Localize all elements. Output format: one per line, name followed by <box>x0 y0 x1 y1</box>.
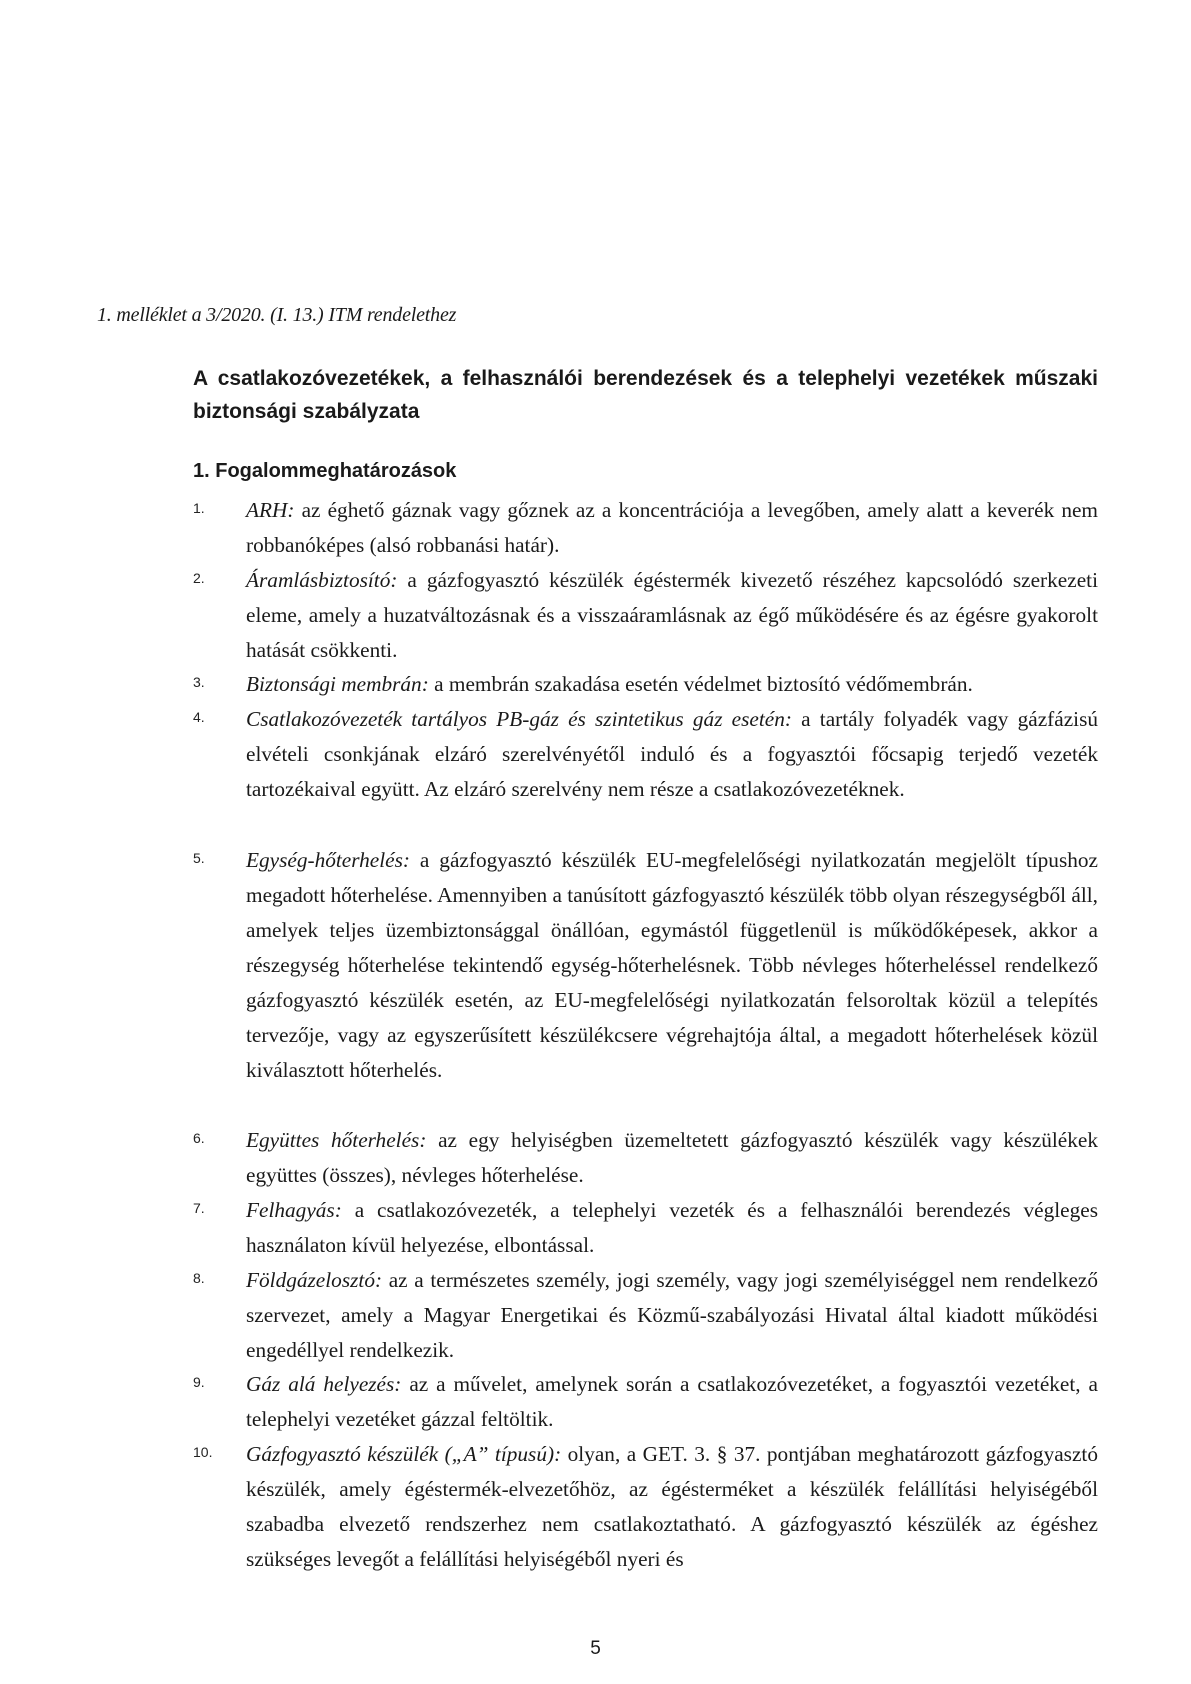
definition-text <box>246 563 1098 668</box>
definition-body: a gázfogyasztó készülék égéstermék kivezető részéhez kapcsolódó szerkezeti eleme, amely a huzatváltozásnak és a visszaáramlásnak az égő működésére és az égésre gyakorolt hatását csökkenti. <box>246 568 1098 662</box>
definition-text <box>246 493 1098 563</box>
definition-text <box>246 1123 1098 1193</box>
definition-term: Egység-hőterhelés: <box>246 848 411 872</box>
definition-body: az egy helyiségben üzemeltetett gázfogyasztó készülék vagy készülékek együttes (összes), névleges hőterhelése. <box>246 1128 1098 1187</box>
definition-text <box>246 1193 1098 1263</box>
page-number: 5 <box>590 1638 601 1659</box>
definition-number: 2. <box>193 570 205 586</box>
definition-number: 10. <box>193 1444 213 1460</box>
definition-number: 4. <box>193 709 205 725</box>
definition-body: a csatlakozóvezeték, a telephelyi vezeték és a felhasználói berendezés végleges használaton kívül helyezése, elbontással. <box>246 1198 1098 1257</box>
definition-text <box>246 702 1098 807</box>
definition-term: Gáz alá helyezés: <box>246 1372 402 1396</box>
definition-body: olyan, a GET. 3. § 37. pontjában meghatározott gázfogyasztó készülék, amely égéstermék-elvezetőhöz, az égésterméket a készülék felállítási helyiségéből szabadba elvezető rendszerhez nem csatlakoztatható. A gázfogyasztó készülék az égéshez szükséges levegőt a felállítási helyiségéből nyeri és <box>246 1442 1098 1571</box>
definition-term: Biztonsági membrán: <box>246 672 429 696</box>
definition-number: 5. <box>193 850 205 866</box>
definition-body: a tartály folyadék vagy gázfázisú elvételi csonkjának elzáró szerelvényétől induló és a fogyasztói főcsapig terjedő vezeték tartozékaival együtt. Az elzáró szerelvény nem része a csatlakozóvezetéknek. <box>246 707 1099 801</box>
definition-number: 1. <box>193 500 205 516</box>
annex-reference: 1. melléklet a 3/2020. (I. 13.) ITM rendelethez <box>97 304 457 326</box>
definition-number: 9. <box>193 1374 205 1390</box>
definition-body: az a művelet, amelynek során a csatlakozóvezetéket, a fogyasztói vezetéket, a telephelyi vezetéket gázzal feltöltik. <box>246 1372 1098 1431</box>
definition-text <box>246 1263 1098 1368</box>
definition-number: 3. <box>193 674 205 690</box>
definition-number: 7. <box>193 1200 205 1216</box>
section-heading: 1. Fogalommeghatározások <box>193 460 457 482</box>
definition-body: a gázfogyasztó készülék EU-megfelelőségi nyilatkozatán megjelölt típushoz megadott hőterhelése. Amennyiben a tanúsított gázfogyasztó készülék több olyan részegységből áll, amelyek teljes üzembiztonsággal önállóan, egymástól függetlenül is működőképesek, akkor a részegység hőterhelése tekintendő egység-hőterhelésnek. Több névleges hőterheléssel rendelkező gázfogyasztó készülék esetén, az EU-megfelelőségi nyilatkozatán felsoroltak közül a telepítés tervezője, vagy az egyszerűsített készülékcsere végrehajtója által, a megadott hőterhelések közül kiválasztott hőterhelés. <box>246 848 1098 1082</box>
definition-number: 6. <box>193 1130 205 1146</box>
definition-term: Áramlásbiztosító: <box>246 568 398 592</box>
document-title: A csatlakozóvezetékek, a felhasználói berendezések és a telephelyi vezetékek műszaki biztonsági szabályzata <box>193 367 1098 423</box>
definition-body: a membrán szakadása esetén védelmet biztosító védőmembrán. <box>428 672 973 696</box>
definition-text <box>246 1437 1098 1577</box>
definition-term: ARH: <box>246 498 295 522</box>
definition-term: Csatlakozóvezeték tartályos PB-gáz és szintetikus gáz esetén: <box>246 707 792 731</box>
definition-text <box>246 1367 1098 1437</box>
definition-text <box>246 667 1098 702</box>
definition-body: az éghető gáznak vagy gőznek az a koncentrációja a levegőben, amely alatt a keverék nem robbanóképes (alsó robbanási határ). <box>246 498 1098 557</box>
definition-term: Földgázelosztó: <box>246 1268 383 1292</box>
definition-text <box>246 843 1098 1088</box>
definition-body: az a természetes személy, jogi személy, vagy jogi személyiséggel nem rendelkező szervezet, amely a Magyar Energetikai és Közmű-szabályozási Hivatal által kiadott működési engedéllyel rendelkezik. <box>246 1268 1098 1362</box>
definition-term: Gázfogyasztó készülék („A” típusú): <box>246 1442 562 1466</box>
definition-number: 8. <box>193 1270 205 1286</box>
definition-term: Együttes hőterhelés: <box>246 1128 427 1152</box>
definition-term: Felhagyás: <box>246 1198 342 1222</box>
